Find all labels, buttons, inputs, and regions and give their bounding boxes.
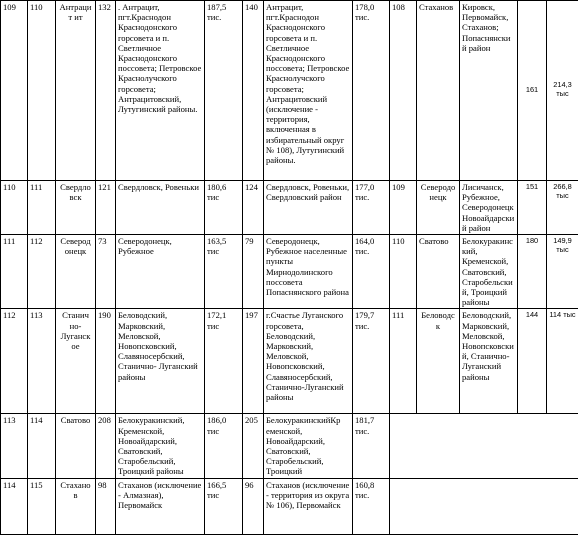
row-number-cell: 111 <box>1 235 28 309</box>
table-row <box>1 235 578 309</box>
proposed-district-center-cell: Северодо нецк <box>417 181 460 235</box>
new-district-territory-cell: Свердловск, Ровеньки, Свердловский район <box>264 181 353 235</box>
old-district-population-cell: 166,5 тис <box>205 478 243 534</box>
proposed-district-code-cell: 151 <box>518 181 547 235</box>
row-number-cell: 110 <box>1 181 28 235</box>
old-district-territory-cell: Беловодский, Марковский, Меловской, Новопсковский, Славяносербский, Станично- Луганский районы <box>116 309 205 414</box>
proposed-district-territory-cell: Белокуракинс кий, Кременской, Сватовский, Старобельски й, Троицкий районы <box>460 235 518 309</box>
new-district-population-cell: 160,8 тис. <box>353 478 390 534</box>
old-district-population-cell: 180,6 тис <box>205 181 243 235</box>
proposed-district-number-cell: 110 <box>390 235 417 309</box>
old-district-center-cell: Свердло вск <box>56 181 96 235</box>
proposed-district-center-cell: Беловодс к <box>417 309 460 414</box>
new-district-code-cell: 96 <box>243 478 264 534</box>
old-district-population-cell: 186,0 тис <box>205 414 243 478</box>
old-district-territory-cell: Стаханов (исключение - Алмазная), Первомайск <box>116 478 205 534</box>
table-row <box>1 478 578 534</box>
proposed-district-code-cell: 161 <box>518 1 547 181</box>
row-number-cell: 114 <box>1 478 28 534</box>
proposed-district-population-cell: 266,8 тыс <box>547 181 578 235</box>
new-district-territory-cell: БелокуракинскийКр еменской, Новоайдарский, Сватовский, Старобельский, Троицкий <box>264 414 353 478</box>
new-district-code-cell: 205 <box>243 414 264 478</box>
old-district-population-cell: 187,5 тис. <box>205 1 243 181</box>
old-district-number-cell: 113 <box>28 309 56 414</box>
old-district-code-cell: 190 <box>96 309 116 414</box>
old-district-center-cell: Северод онецк <box>56 235 96 309</box>
proposed-district-number-cell: 109 <box>390 181 417 235</box>
proposed-district-code-cell: 180 <box>518 235 547 309</box>
old-district-code-cell: 132 <box>96 1 116 181</box>
proposed-district-territory-cell: Кировск, Первомайск, Стаханов; Попаснянски й район <box>460 1 518 181</box>
new-district-population-cell: 178,0 тис. <box>353 1 390 181</box>
proposed-district-territory-cell: Беловодский, Марковский, Меловской, Новопсковски й, Станично- Луганский районы <box>460 309 518 414</box>
empty-cell <box>390 414 578 478</box>
old-district-number-cell: 110 <box>28 1 56 181</box>
old-district-territory-cell: . Антрацит, пгт.Краснодон Краснодонского горсовета и п. Светличное Краснодонского поссовета; Петровское Краснолучского горсовета; Антрацитовский, Лутугинский районы. <box>116 1 205 181</box>
old-district-center-cell: Сватово <box>56 414 96 478</box>
new-district-population-cell: 177,0 тис. <box>353 181 390 235</box>
row-number-cell: 113 <box>1 414 28 478</box>
old-district-code-cell: 208 <box>96 414 116 478</box>
old-district-number-cell: 111 <box>28 181 56 235</box>
old-district-population-cell: 172,1 тис <box>205 309 243 414</box>
new-district-territory-cell: Северодонецк, Рубежное населенные пункты Мирнодолинского поссовета Попаснянского района <box>264 235 353 309</box>
old-district-territory-cell: Свердловск, Ровеньки <box>116 181 205 235</box>
old-district-territory-cell: Белокуракинский, Кременской, Новоайдарский, Сватовский, Старобельский, Троицкий районы <box>116 414 205 478</box>
new-district-territory-cell: г.Счастье Луганского горсовета, Беловодский, Марковский, Меловской, Новопсковский, Славяносербский, Станично-Луганский районы <box>264 309 353 414</box>
old-district-population-cell: 163,5 тис <box>205 235 243 309</box>
new-district-territory-cell: Стаханов (исключение - территория из округа № 106), Первомайск <box>264 478 353 534</box>
row-number-cell: 109 <box>1 1 28 181</box>
old-district-code-cell: 98 <box>96 478 116 534</box>
new-district-code-cell: 79 <box>243 235 264 309</box>
old-district-number-cell: 115 <box>28 478 56 534</box>
table-row <box>1 1 578 181</box>
new-district-code-cell: 140 <box>243 1 264 181</box>
table-row <box>1 309 578 414</box>
proposed-district-code-cell: 144 <box>518 309 547 414</box>
old-district-center-cell: Стахано в <box>56 478 96 534</box>
proposed-district-center-cell: Сватово <box>417 235 460 309</box>
table-row <box>1 414 578 478</box>
proposed-district-territory-cell: Лисичанск, Рубежное, Северодонецк Новоайдарски й район <box>460 181 518 235</box>
new-district-code-cell: 124 <box>243 181 264 235</box>
proposed-district-number-cell: 108 <box>390 1 417 181</box>
old-district-code-cell: 121 <box>96 181 116 235</box>
proposed-district-center-cell: Стаханов <box>417 1 460 181</box>
proposed-district-population-cell: 214,3 тыс <box>547 1 578 181</box>
new-district-territory-cell: Антрацит, пгт.Краснодон Краснодонского горсовета и п. Светличное Краснодонского поссовета; Петровское Краснолучского горсовета; Антрацитовский (исключение - территория, включенная в избирательный округ № 108), Лутугинский районы. <box>264 1 353 181</box>
new-district-population-cell: 179,7 тис. <box>353 309 390 414</box>
old-district-number-cell: 112 <box>28 235 56 309</box>
proposed-district-population-cell: 149,9 тыс <box>547 235 578 309</box>
proposed-district-number-cell: 111 <box>390 309 417 414</box>
old-district-center-cell: Станич но- Луганск ое <box>56 309 96 414</box>
new-district-code-cell: 197 <box>243 309 264 414</box>
old-district-territory-cell: Северодонецк, Рубежное <box>116 235 205 309</box>
new-district-population-cell: 181,7 тис. <box>353 414 390 478</box>
row-number-cell: 112 <box>1 309 28 414</box>
table-row <box>1 181 578 235</box>
new-district-population-cell: 164,0 тис. <box>353 235 390 309</box>
old-district-center-cell: Антрацит ит <box>56 1 96 181</box>
empty-cell <box>390 478 578 534</box>
old-district-number-cell: 114 <box>28 414 56 478</box>
proposed-district-population-cell: 114 тыс <box>547 309 578 414</box>
old-district-code-cell: 73 <box>96 235 116 309</box>
